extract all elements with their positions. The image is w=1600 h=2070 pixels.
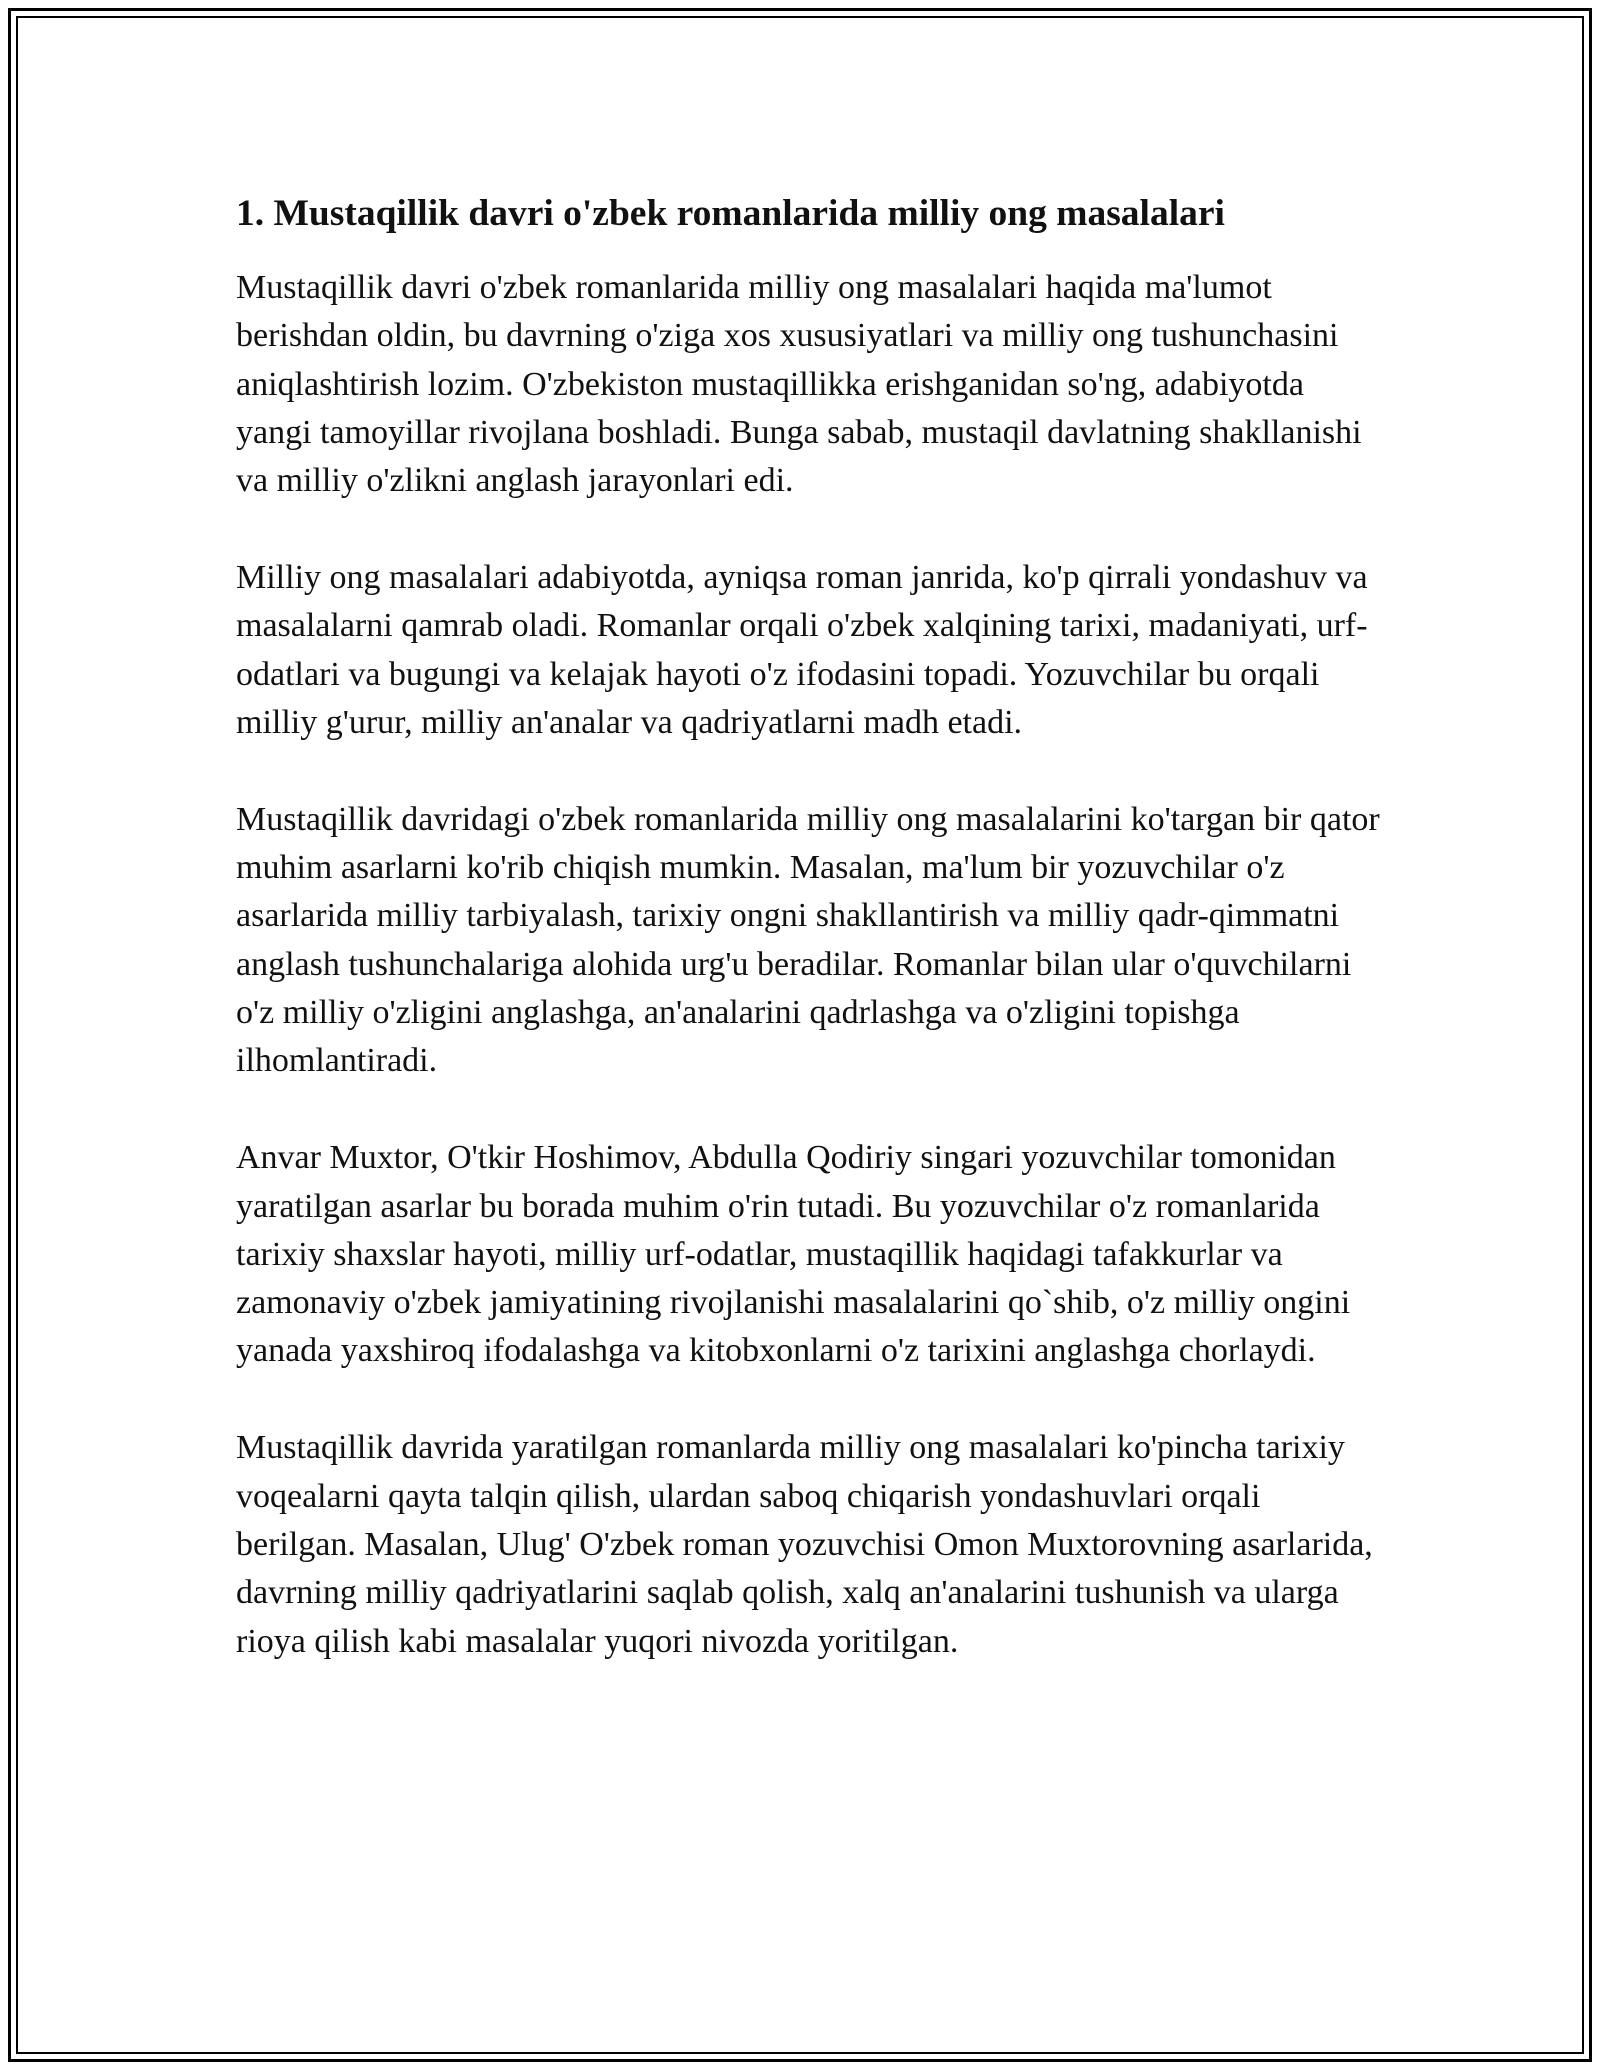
paragraph-3: Mustaqillik davridagi o'zbek romanlarida milliy ong masalalarini ko'targan bir qator muhim asarlarni ko'rib chiqish mumkin. Masalan, ma'lum bir yozuvchilar o'z asarlarida milliy tarbiyalash, tarixiy ongni shakllantirish va milliy qadr-qimmatni anglash tushunchalariga alohida urg'u beradilar. Romanlar bilan ular o'quvchilarni o'z milliy o'zligini anglashga, an'analarini qadrlashga va o'zligini topishga ilhomlantiradi. — [236, 800, 1380, 1080]
section-heading: 1. Mustaqillik davri o'zbek romanlarida milliy ong masalalari — [236, 193, 1225, 234]
paragraph-4: Anvar Muxtor, O'tkir Hoshimov, Abdulla Qodiriy singari yozuvchilar tomonidan yaratilgan asarlar bu borada muhim o'rin tutadi. Bu yozuvchilar o'z romanlarida tarixiy shaxslar hayoti, milliy urf-odatlar, mustaqillik haqidagi tafakkurlar va zamonaviy o'zbek jamiyatining rivojlanishi masalalarini qo`shib, o'z milliy ongini yanada yaxshiroq ifodalashga va kitobxonlarni o'z tarixini anglashga chorlaydi. — [236, 1139, 1351, 1370]
paragraph-2: Milliy ong masalalari adabiyotda, ayniqsa roman janrida, ko'p qirrali yondashuv va masalalarni qamrab oladi. Romanlar orqali o'zbek xalqining tarixi, madaniyati, urf-odatlari va bugungi va kelajak hayoti o'z ifodasini topadi. Yozuvchilar bu orqali milliy g'urur, milliy an'analar va qadriyatlarni madh etadi. — [236, 559, 1368, 741]
paragraph-5: Mustaqillik davrida yaratilgan romanlarda milliy ong masalalari ko'pincha tarixiy voqealarni qayta talqin qilish, ulardan saboq chiqarish yondashuvlari orqali berilgan. Masalan, Ulug' O'zbek roman yozuvchisi Omon Muxtorovning asarlarida, davrning milliy qadriyatlarini saqlab qolish, xalq an'analarini tushunish va ularga rioya qilish kabi masalalar yuqori nivozda yoritilgan. — [236, 1429, 1373, 1660]
document-body — [236, 190, 1386, 1714]
paragraph-1: Mustaqillik davri o'zbek romanlarida milliy ong masalalari haqida ma'lumot berishdan oldin, bu davrning o'ziga xos xususiyatlari va milliy ong tushunchasini aniqlashtirish lozim. O'zbekiston mustaqillikka erishganidan so'ng, adabiyotda yangi tamoyillar rivojlana boshladi. Bunga sabab, mustaqil davlatning shakllanishi va milliy o'zlikni anglash jarayonlari edi. — [236, 269, 1362, 500]
